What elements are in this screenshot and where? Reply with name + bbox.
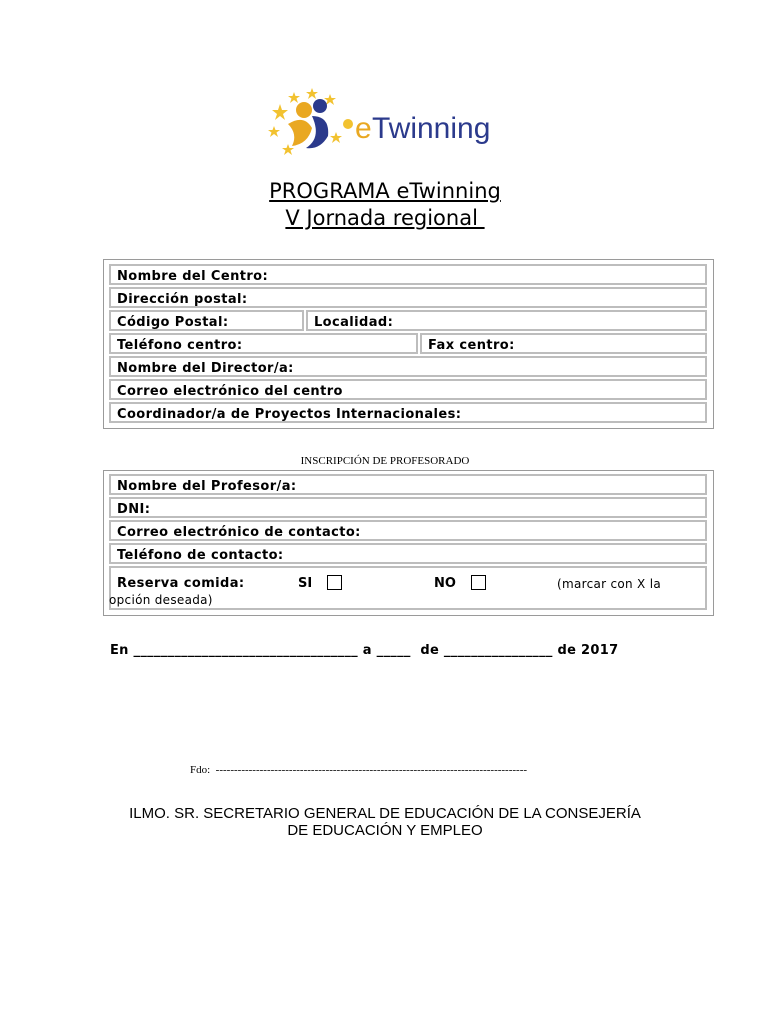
correo-contacto-field[interactable]: Correo electrónico de contacto: bbox=[109, 520, 707, 541]
director-field[interactable]: Nombre del Director/a: bbox=[109, 356, 707, 377]
correo-centro-field[interactable]: Correo electrónico del centro bbox=[109, 379, 707, 400]
reserva-comida-row bbox=[109, 566, 707, 610]
coordinador-field[interactable]: Coordinador/a de Proyectos Internacionales: bbox=[109, 402, 707, 423]
addressee-line-1: ILMO. SR. SECRETARIO GENERAL DE EDUCACIÓN DE LA CONSEJERÍA bbox=[129, 805, 641, 822]
etwinning-logo-graphic bbox=[268, 84, 498, 156]
svg-text:e: e bbox=[355, 112, 372, 145]
direccion-postal-field[interactable]: Dirección postal: bbox=[109, 287, 707, 308]
nombre-centro-field[interactable]: Nombre del Centro: bbox=[109, 264, 707, 285]
si-label: SI bbox=[298, 576, 313, 591]
reserva-comida-label: Reserva comida: bbox=[117, 576, 245, 591]
addressee-line-2: DE EDUCACIÓN Y EMPLEO bbox=[287, 822, 483, 839]
telefono-contacto-field[interactable]: Teléfono de contacto: bbox=[109, 543, 707, 564]
telefono-centro-field[interactable]: Teléfono centro: bbox=[109, 333, 418, 354]
opcion-note: opción deseada) bbox=[109, 593, 213, 607]
localidad-field[interactable]: Localidad: bbox=[306, 310, 707, 331]
fax-centro-field[interactable]: Fax centro: bbox=[420, 333, 707, 354]
signature-line[interactable]: Fdo: ------------------------------------------------------------------------------------- bbox=[190, 764, 528, 776]
nombre-profesor-field[interactable]: Nombre del Profesor/a: bbox=[109, 474, 707, 495]
no-checkbox[interactable] bbox=[471, 575, 486, 590]
page-subtitle: V Jornada regional bbox=[285, 206, 485, 230]
dni-field[interactable]: DNI: bbox=[109, 497, 707, 518]
codigo-postal-field[interactable]: Código Postal: bbox=[109, 310, 304, 331]
marcar-note: (marcar con X la bbox=[557, 577, 661, 591]
etwinning-logo bbox=[268, 84, 498, 156]
logo-wordmark: Twinning bbox=[372, 112, 491, 145]
no-label: NO bbox=[434, 576, 456, 591]
page-title: PROGRAMA eTwinning bbox=[269, 179, 501, 203]
si-checkbox[interactable] bbox=[327, 575, 342, 590]
profesorado-heading: INSCRIPCIÓN DE PROFESORADO bbox=[300, 455, 470, 467]
date-line[interactable]: En _________________________________ a _____ de ________________ de 2017 bbox=[110, 643, 619, 658]
